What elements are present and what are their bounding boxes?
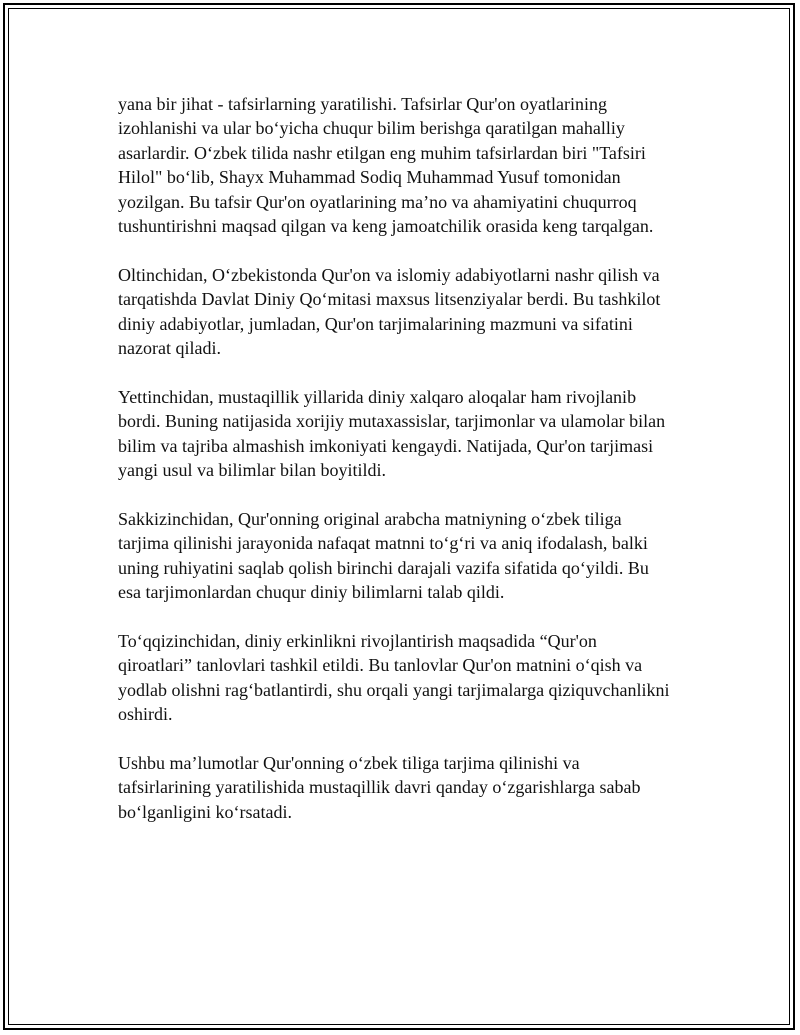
paragraph-eighth: Sakkizinchidan, Qur'onning original arabcha matniyning o‘zbek tiliga tarjima qilinishi jarayonida nafaqat matnni to‘g‘ri va aniq ifodalash, balki uning ruhiyatini saqlab qolish birinchi darajali vazifa sifatida qo‘yildi. Bu esa tarjimonlardan chuqur diniy bilimlarni talab qildi. — [118, 508, 649, 603]
document-body — [118, 92, 698, 849]
paragraph-ninth: To‘qqizinchidan, diniy erkinlikni rivojlantirish maqsadida “Qur'on qiroatlari” tanlovlari tashkil etildi. Bu tanlovlar Qur'on matnini o‘qish va yodlab olishni rag‘batlantirdi, shu orqali yangi tarjimalarga qiziquvchanlikni oshirdi. — [118, 630, 670, 725]
paragraph-seventh: Yettinchidan, mustaqillik yillarida diniy xalqaro aloqalar ham rivojlanib bordi. Buning natijasida xorijiy mutaxassislar, tarjimonlar va ulamolar bilan bilim va tajriba almashish imkoniyati kengaydi. Natijada, Qur'on tarjimasi yangi usul va bilimlar bilan boyitildi. — [118, 386, 666, 481]
paragraph-tafsir: yana bir jihat - tafsirlarning yaratilishi. Tafsirlar Qur'on oyatlarining izohlanishi va ular bo‘yicha chuqur bilim berishga qaratilgan mahalliy asarlardir. O‘zbek tilida nashr etilgan eng muhim tafsirlardan biri "Tafsiri Hilol" bo‘lib, Shayx Muhammad Sodiq Muhammad Yusuf tomonidan yozilgan. Bu tafsir Qur'on oyatlarining ma’no va ahamiyatini chuqurroq tushuntirishni maqsad qilgan va keng jamoatchilik orasida keng tarqalgan. — [118, 94, 654, 237]
paragraph-conclusion: Ushbu ma’lumotlar Qur'onning o‘zbek tiliga tarjima qilinishi va tafsirlarining yaratilishida mustaqillik davri qanday o‘zgarishlarga sabab bo‘lganligini ko‘rsatadi. — [118, 752, 641, 822]
paragraph-sixth: Oltinchidan, O‘zbekistonda Qur'on va islomiy adabiyotlarni nashr qilish va tarqatishda Davlat Diniy Qo‘mitasi maxsus litsenziyalar berdi. Bu tashkilot diniy adabiyotlar, jumladan, Qur'on tarjimalarining mazmuni va sifatini nazorat qiladi. — [118, 264, 661, 359]
